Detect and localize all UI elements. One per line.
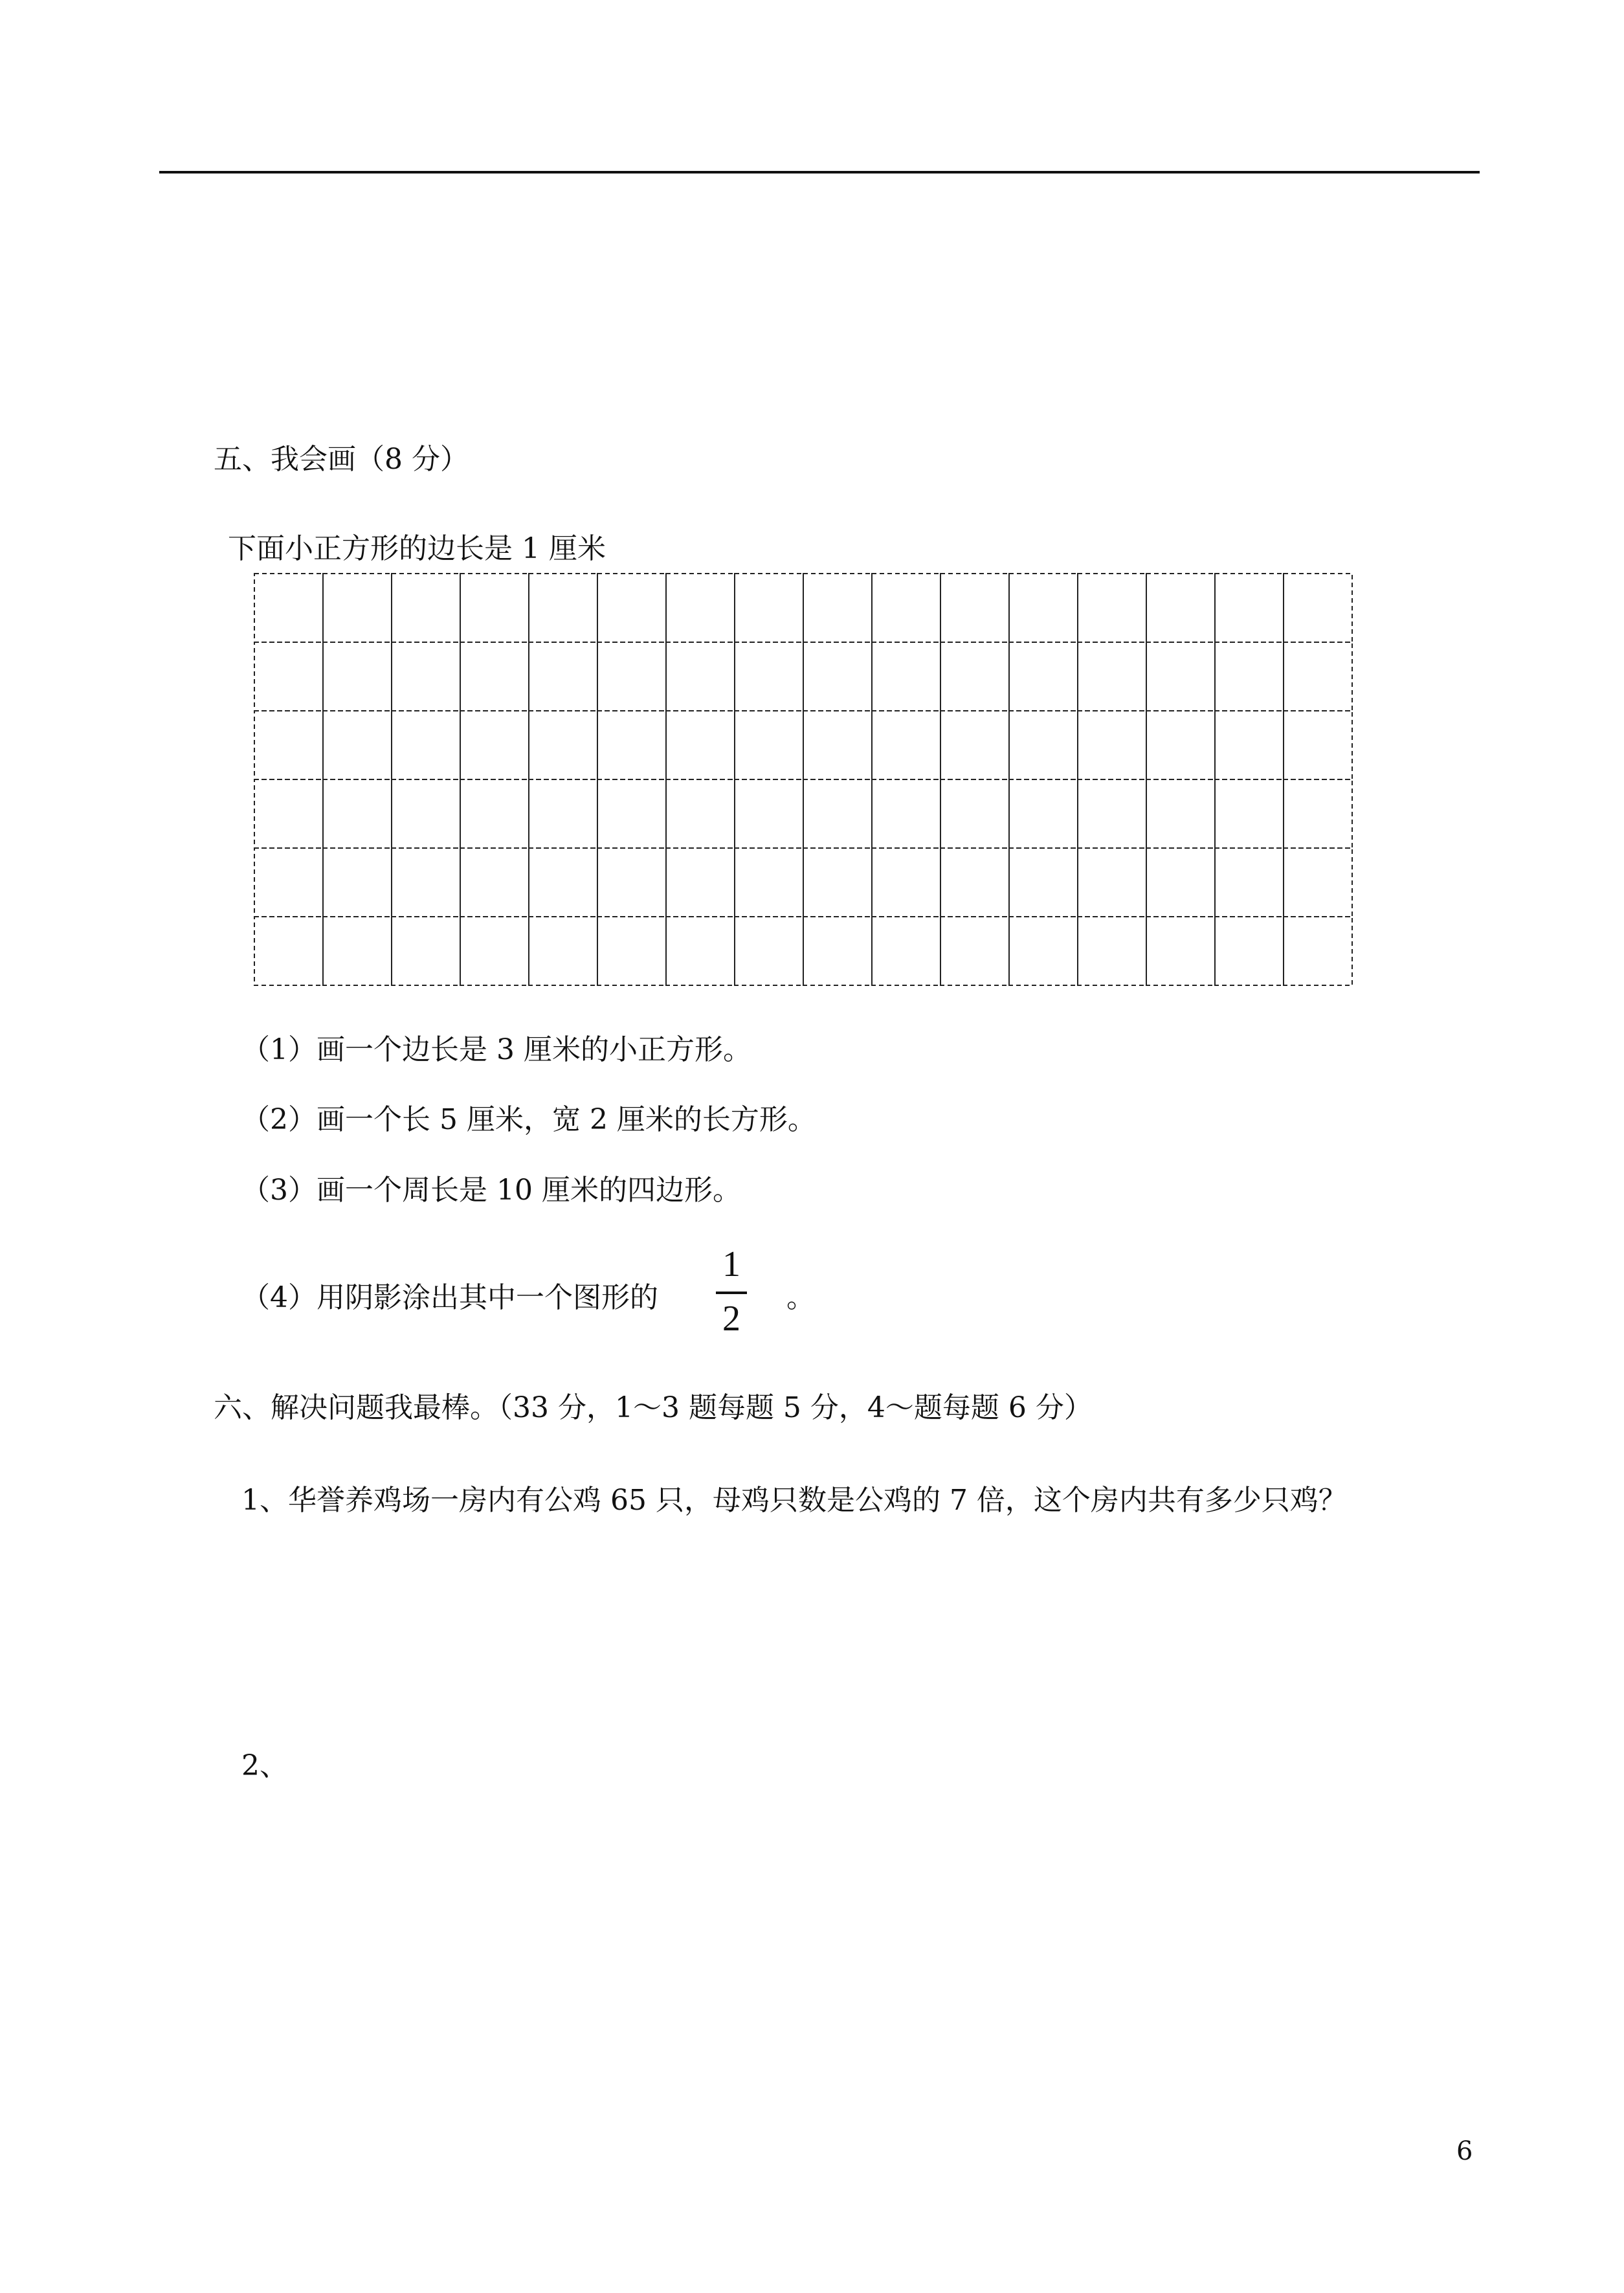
grid-cell[interactable] — [1009, 574, 1078, 642]
grid-cell[interactable] — [1078, 642, 1146, 711]
grid-cell[interactable] — [735, 711, 803, 779]
grid-cell[interactable] — [392, 917, 460, 985]
grid-cell[interactable] — [1146, 779, 1215, 848]
grid-cell[interactable] — [460, 917, 529, 985]
grid-cell[interactable] — [460, 642, 529, 711]
drawing-task-2: （2）画一个长 5 厘米，宽 2 厘米的长方形。 — [241, 1103, 816, 1136]
grid-cell[interactable] — [940, 574, 1009, 642]
grid-cell[interactable] — [872, 574, 940, 642]
grid-cell[interactable] — [460, 711, 529, 779]
section6-heading: 六、解决问题我最棒。（33 分，1～3 题每题 5 分，4～题每题 6 分） — [214, 1391, 1093, 1424]
grid-cell[interactable] — [392, 779, 460, 848]
grid-cell[interactable] — [460, 848, 529, 917]
grid-cell[interactable] — [597, 642, 666, 711]
grid-cell[interactable] — [254, 642, 323, 711]
grid-cell[interactable] — [666, 711, 735, 779]
grid-cell[interactable] — [940, 917, 1009, 985]
grid-cell[interactable] — [872, 917, 940, 985]
grid-caption: 下面小正方形的边长是 1 厘米 — [228, 532, 606, 565]
grid-cell[interactable] — [872, 642, 940, 711]
grid-cell[interactable] — [597, 848, 666, 917]
grid-cell[interactable] — [597, 574, 666, 642]
drawing-task-4-tail: 。 — [786, 1281, 815, 1314]
grid-cell[interactable] — [323, 848, 392, 917]
grid-cell[interactable] — [803, 848, 872, 917]
grid-cell[interactable] — [254, 574, 323, 642]
grid-cell[interactable] — [1146, 917, 1215, 985]
grid-cell[interactable] — [254, 848, 323, 917]
grid-cell[interactable] — [1284, 917, 1352, 985]
grid-cell[interactable] — [254, 711, 323, 779]
square-grid[interactable] — [253, 572, 1353, 987]
header-rule — [159, 171, 1480, 173]
grid-cell[interactable] — [597, 779, 666, 848]
grid-cell[interactable] — [1146, 711, 1215, 779]
grid-cell[interactable] — [940, 848, 1009, 917]
grid-cell[interactable] — [392, 848, 460, 917]
grid-cell[interactable] — [803, 642, 872, 711]
grid-cell[interactable] — [323, 711, 392, 779]
grid-cell[interactable] — [1078, 917, 1146, 985]
page-number: 6 — [1456, 2136, 1473, 2166]
fraction-denominator: 2 — [722, 1299, 740, 1339]
problem-1: 1、华誉养鸡场一房内有公鸡 65 只，母鸡只数是公鸡的 7 倍，这个房内共有多少只鸡？ — [241, 1484, 1347, 1517]
grid-cell[interactable] — [1215, 779, 1284, 848]
grid-cell[interactable] — [529, 779, 597, 848]
grid-cell[interactable] — [1215, 574, 1284, 642]
grid-cell[interactable] — [392, 711, 460, 779]
grid-cell[interactable] — [1215, 848, 1284, 917]
grid-cell[interactable] — [940, 779, 1009, 848]
grid-cell[interactable] — [666, 574, 735, 642]
grid-cell[interactable] — [323, 779, 392, 848]
grid-cell[interactable] — [1146, 848, 1215, 917]
grid-cell[interactable] — [1146, 574, 1215, 642]
grid-cell[interactable] — [940, 711, 1009, 779]
grid-cell[interactable] — [803, 779, 872, 848]
grid-cell[interactable] — [529, 917, 597, 985]
grid-cell[interactable] — [940, 642, 1009, 711]
grid-cell[interactable] — [872, 779, 940, 848]
grid-cell[interactable] — [1009, 711, 1078, 779]
grid-cell[interactable] — [1009, 917, 1078, 985]
grid-cell[interactable] — [803, 917, 872, 985]
grid-cell[interactable] — [323, 917, 392, 985]
grid-cell[interactable] — [872, 848, 940, 917]
grid-cell[interactable] — [735, 917, 803, 985]
grid-cell[interactable] — [529, 574, 597, 642]
grid-cell[interactable] — [460, 574, 529, 642]
grid-cell[interactable] — [735, 779, 803, 848]
grid-cell[interactable] — [872, 711, 940, 779]
grid-cell[interactable] — [1009, 779, 1078, 848]
grid-cell[interactable] — [597, 711, 666, 779]
fraction-one-half — [712, 1246, 751, 1343]
drawing-task-1: （1）画一个边长是 3 厘米的小正方形。 — [241, 1033, 751, 1066]
grid-cell[interactable] — [1078, 574, 1146, 642]
grid-cell[interactable] — [1215, 711, 1284, 779]
grid-cell[interactable] — [529, 711, 597, 779]
grid-cell[interactable] — [666, 642, 735, 711]
grid-cell[interactable] — [1215, 917, 1284, 985]
grid-cell[interactable] — [735, 848, 803, 917]
drawing-task-3: （3）画一个周长是 10 厘米的四边形。 — [241, 1174, 741, 1207]
grid-cell[interactable] — [735, 574, 803, 642]
grid-cell[interactable] — [392, 642, 460, 711]
grid-cell[interactable] — [1146, 642, 1215, 711]
grid-cell[interactable] — [666, 917, 735, 985]
grid-cell[interactable] — [254, 917, 323, 985]
grid-cell[interactable] — [1284, 642, 1352, 711]
grid-cell[interactable] — [1078, 711, 1146, 779]
drawing-task-4: （4）用阴影涂出其中一个图形的 — [241, 1281, 658, 1314]
grid-cell[interactable] — [1078, 848, 1146, 917]
grid-cell[interactable] — [1284, 711, 1352, 779]
grid-cell[interactable] — [1284, 848, 1352, 917]
grid-cell[interactable] — [323, 574, 392, 642]
section5-heading: 五、我会画（8 分） — [214, 443, 469, 476]
grid-cell[interactable] — [460, 779, 529, 848]
problem-2: 2、 — [241, 1749, 288, 1782]
grid-cell[interactable] — [735, 642, 803, 711]
fraction-bar — [716, 1292, 747, 1294]
grid-cell[interactable] — [529, 642, 597, 711]
grid-cell[interactable] — [1009, 642, 1078, 711]
grid-cell[interactable] — [1215, 642, 1284, 711]
grid-cell[interactable] — [254, 779, 323, 848]
grid-cell[interactable] — [803, 574, 872, 642]
grid-cell[interactable] — [666, 779, 735, 848]
grid-cell[interactable] — [392, 574, 460, 642]
grid-cell[interactable] — [1009, 848, 1078, 917]
grid-cell[interactable] — [323, 642, 392, 711]
grid-cell[interactable] — [803, 711, 872, 779]
grid-cell[interactable] — [529, 848, 597, 917]
grid-cell[interactable] — [1284, 574, 1352, 642]
grid-cell[interactable] — [597, 917, 666, 985]
grid-cell[interactable] — [1078, 779, 1146, 848]
grid-cell[interactable] — [666, 848, 735, 917]
grid-cell[interactable] — [1284, 779, 1352, 848]
fraction-numerator: 1 — [722, 1244, 740, 1284]
